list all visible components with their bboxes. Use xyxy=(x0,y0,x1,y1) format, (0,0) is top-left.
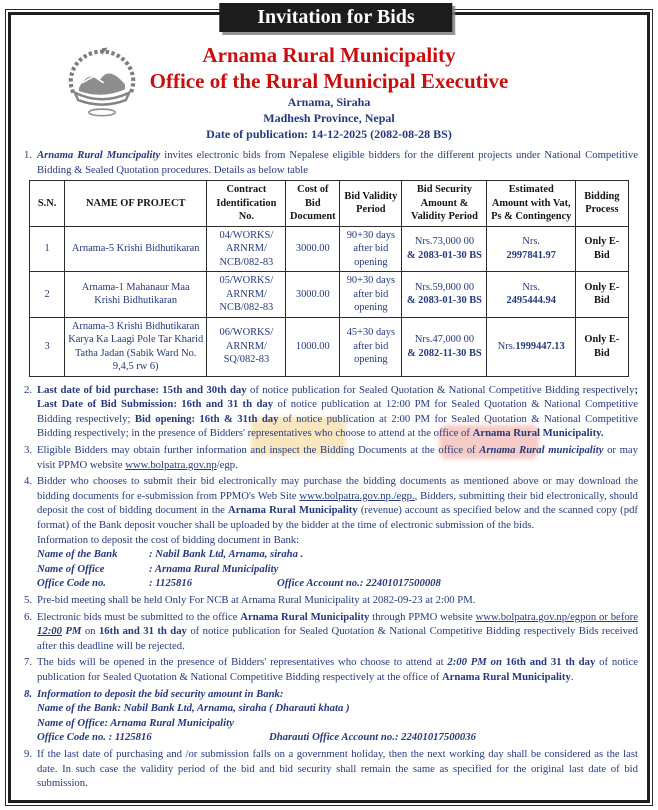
bids-table-body xyxy=(30,226,628,376)
office-name: Office of the Rural Municipal Executive xyxy=(149,69,509,93)
text-segment: Bidder who chooses to submit their bid electronically may purchase the bidding documents as mentioned above or may download the bidding documents for e-submission from PPMO's Web Site xyxy=(37,475,638,502)
text-segment: Arnama Rural municipality xyxy=(479,444,608,457)
notice-list-top xyxy=(20,148,638,177)
text-segment: 04/WORKS/ ARNRM/ NCB/082-83 xyxy=(219,229,274,268)
text-segment: 1 xyxy=(44,243,50,255)
text-segment: Last date of bid purchase: 15th and 30th day xyxy=(37,383,250,396)
text-segment: of notice publication for Sealed Quotation & National Competitive Bidding respectively xyxy=(249,383,635,396)
website-link[interactable]: www.bolpatra.gov.np/egpon or xyxy=(475,610,608,623)
bids-table-header xyxy=(30,181,628,227)
text-segment: Arnama-3 Krishi Bidhutikaran Karya Ka Laagi Pole Tar Kharid Tatha Jadan (Sabik Ward No. 9,4,5 rw 6) xyxy=(68,320,204,373)
text-segment: & 2083-01-30 BS xyxy=(406,249,482,261)
notice-number: 7. xyxy=(24,656,33,669)
table-cell xyxy=(402,317,487,376)
nepal-emblem-logo xyxy=(58,45,146,119)
notice-item-6 xyxy=(20,610,638,654)
table-cell xyxy=(402,226,487,272)
text-segment: /egp. xyxy=(216,458,238,471)
table-header-cell: S.N. xyxy=(30,181,65,227)
text-segment: Arnama Rural Municipality. xyxy=(472,427,604,440)
notice-number: 6. xyxy=(24,610,33,623)
table-header-cell: Cost of Bid Document xyxy=(286,181,340,227)
text-segment: Only E-Bid xyxy=(584,236,620,261)
text-segment: Arnama-5 Krishi Bidhutikaran xyxy=(71,243,200,255)
text-segment: 2495444.94 xyxy=(506,295,556,307)
text-segment: of notice publication at 12:00 PM for Sealed Quotation & National Competitive Bidding respectively; xyxy=(37,398,638,425)
bids-table xyxy=(29,180,628,377)
table-cell xyxy=(30,317,65,376)
bank-detail-field: Name of Office xyxy=(37,562,105,575)
notice-text xyxy=(37,383,638,441)
notice-item-1 xyxy=(20,148,638,177)
province-line: Madhesh Province, Nepal xyxy=(263,111,395,125)
text-segment: 05/WORKS/ ARNRM/ NCB/082-83 xyxy=(219,275,274,314)
text-segment: Nrs.47,000 00 xyxy=(414,334,475,346)
text-segment: 45+30 days after bid opening xyxy=(346,327,395,366)
table-cell xyxy=(576,272,629,318)
text-segment: Pre-bid meeting shall be held Only For NCB at Arnama Rural Municipality at 2082-09-23 at 2:00 PM. xyxy=(37,594,476,606)
bank-detail-field: : Nabil Bank Ltd, Arnama, siraha . xyxy=(149,548,304,561)
document-inner-border xyxy=(8,12,650,803)
table-row xyxy=(30,226,628,272)
table-row xyxy=(30,317,628,376)
table-cell xyxy=(207,226,286,272)
bank-detail-row xyxy=(37,576,638,591)
table-header-cell: Bidding Process xyxy=(576,181,629,227)
text-segment: , Bidders, submitting their bid electronically, should deposit the cost of bidding document in the xyxy=(37,489,638,517)
text-segment: of notice publication at 2:00 PM for Sealed Quotation & National Competitive Bidding respectively; in the presence of Bidders' representatives who choose to attend at the office of xyxy=(37,412,639,440)
bank-detail-row xyxy=(37,547,638,562)
banner-title: Invitation for Bids xyxy=(257,6,415,28)
document-header xyxy=(20,43,638,142)
table-header-cell: Bid Validity Period xyxy=(340,181,402,227)
bank-detail-row xyxy=(37,533,638,548)
text-segment: ; Last Date of Bid Submission: 16th and 31 th day xyxy=(37,383,638,411)
notice-item-2 xyxy=(20,383,638,441)
table-header-cell: Estimated Amount with Vat, Ps & Contingency xyxy=(487,181,576,227)
bank-detail-field: Name of the Bank: Nabil Bank Ltd, Arnama, siraha ( Dharauti khata ) xyxy=(37,702,350,715)
text-segment: 2997841.97 xyxy=(506,249,556,261)
bank-detail-field: Name of the Bank xyxy=(37,548,118,561)
bank-detail-field: : 1125816 xyxy=(149,577,193,590)
notice-text xyxy=(37,443,638,472)
bank-detail-field: Office Code no. : 1125816 xyxy=(37,731,152,744)
text-segment: Eligible Bidders may obtain further information and inspect the Bidding Documents at the office of xyxy=(37,444,480,457)
notice-text xyxy=(37,610,638,654)
table-cell xyxy=(30,272,65,318)
notice-item-7 xyxy=(20,655,638,684)
text-segment: of notice publication for Sealed Quotation & National Competitive Bidding respectively at the office of xyxy=(37,656,638,683)
notice-text xyxy=(37,593,638,608)
text-segment: through PPMO website xyxy=(372,610,476,623)
bank-detail-field: : Arnama Rural Municipality xyxy=(149,562,279,575)
table-cell xyxy=(207,317,286,376)
text-segment: Nrs. xyxy=(522,281,541,293)
text-segment: 3000.00 xyxy=(295,243,330,255)
text-segment: Nrs.59,000 00 xyxy=(414,281,475,293)
notice-text xyxy=(37,747,638,791)
notice-number: 9. xyxy=(24,747,33,760)
text-segment: on xyxy=(84,625,99,638)
text-segment: or may visit PPMO website xyxy=(37,444,638,471)
text-segment: Arnama-1 Mahanaur Maa Krishi Bidhutikaran xyxy=(81,281,190,307)
table-cell xyxy=(286,226,340,272)
text-segment: Arnama Rural Municipality xyxy=(240,610,373,623)
table-header-cell: Contract Identification No. xyxy=(207,181,286,227)
notice-number: 4. xyxy=(24,475,33,488)
text-segment: 3000.00 xyxy=(295,288,330,300)
table-cell xyxy=(286,317,340,376)
notice-text xyxy=(37,655,638,684)
text-segment: Electronic bids must be submitted to the office xyxy=(37,610,241,623)
table-cell xyxy=(64,226,206,272)
text-segment: Nrs. xyxy=(522,236,541,248)
text-segment: 90+30 days after bid opening xyxy=(346,275,395,314)
text-segment: 06/WORKS/ ARNRM/ SQ/082-83 xyxy=(219,327,274,366)
text-segment: 16th and 31 th day xyxy=(98,625,191,638)
notice-text xyxy=(37,474,638,591)
table-cell xyxy=(286,272,340,318)
text-segment: Arnama Rural Muncipality xyxy=(37,149,165,161)
table-header-cell: NAME OF PROJECT xyxy=(64,181,206,227)
table-cell xyxy=(30,226,65,272)
notice-number: 2. xyxy=(24,383,33,396)
text-segment: 2:00 PM on xyxy=(447,656,506,669)
invitation-for-bids-banner xyxy=(219,3,452,32)
address-line: Arnama, Siraha xyxy=(287,95,371,109)
bank-detail-row xyxy=(37,730,638,745)
text-segment: If the last date of purchasing and /or submission falls on a government holiday, then the next working day shall be considered as the last date. In such case the validity period of the bid and bid security shall remain the same as specified for the original last date of bid submission. xyxy=(37,747,638,790)
table-cell xyxy=(64,272,206,318)
table-cell xyxy=(207,272,286,318)
notice-item-5 xyxy=(20,593,638,608)
text-segment: before xyxy=(607,610,638,623)
text-segment: 2 xyxy=(44,288,50,300)
notice-item-4 xyxy=(20,474,638,591)
text-segment: 3 xyxy=(44,340,50,352)
text-segment: Only E-Bid xyxy=(584,281,620,307)
table-cell xyxy=(340,272,402,318)
table-cell xyxy=(576,226,629,272)
text-segment: (revenue) account as specified below and the scanned copy (pdf format) of the Bank deposit voucher shall be uploaded by the bidder at the time of electronic submission of the bids. xyxy=(37,504,638,532)
bank-detail-field: Dharauti Office Account no.: 22401017500036 xyxy=(269,731,476,744)
text-segment: 1999447.13 xyxy=(515,340,565,352)
bank-detail-field: Office Account no.: 22401017500008 xyxy=(277,577,441,590)
notice-number: 1. xyxy=(24,149,33,161)
bank-detail-row xyxy=(37,562,638,577)
notice-number: 5. xyxy=(24,594,33,606)
table-cell xyxy=(402,272,487,318)
table-cell xyxy=(487,226,576,272)
text-segment: invites electronic bids from Nepalese eligible bidders for the different projects under National Competitive Bidding & Sealed Quotation procedures. Details as below table xyxy=(37,149,638,176)
table-cell xyxy=(340,226,402,272)
text-segment: 90+30 days after bid opening xyxy=(346,229,395,268)
text-segment: Bid opening: 16th & 31th day xyxy=(134,412,283,425)
bank-detail-field: Office Code no. xyxy=(37,577,106,590)
text-segment: & 2082-11-30 BS xyxy=(407,347,482,359)
text-segment: PM xyxy=(61,625,85,638)
text-segment: Only E-Bid xyxy=(584,334,620,359)
notice-text xyxy=(37,687,638,745)
bank-detail-field: Name of Office: Arnama Rural Municipality xyxy=(37,716,234,729)
notice-list-bottom xyxy=(20,383,638,791)
text-segment: . xyxy=(570,670,574,683)
text-segment: The bids will be opened in the presence of Bidders' representatives who choose to attend at xyxy=(37,656,448,669)
text-segment: Information to deposit the bid security amount in Bank: xyxy=(37,687,284,700)
table-cell xyxy=(64,317,206,376)
table-header-cell: Bid Security Amount & Validity Period xyxy=(402,181,487,227)
text-segment: 12:00 xyxy=(37,625,62,638)
text-segment: Nrs. xyxy=(497,340,516,352)
table-cell xyxy=(576,317,629,376)
bank-detail-field: Information to deposit the cost of bidding document in Bank: xyxy=(37,533,300,546)
table-row xyxy=(30,272,628,318)
municipality-name: Arnama Rural Municipality xyxy=(202,43,456,67)
table-cell xyxy=(340,317,402,376)
website-link[interactable]: www.bolpatra.gov.np./egp. xyxy=(299,489,415,502)
text-segment: Arnama Rural Municipality xyxy=(441,670,571,683)
notice-item-3 xyxy=(20,443,638,472)
table-cell xyxy=(487,317,576,376)
notice-text xyxy=(37,148,638,177)
text-segment: Nrs.73,000 00 xyxy=(414,236,475,248)
text-segment: & 2083-01-30 BS xyxy=(406,295,482,307)
table-cell xyxy=(487,272,576,318)
text-segment: 1000.00 xyxy=(295,340,330,352)
text-segment: of notice publication for Sealed Quotation & National Competitive Bidding respectively Bids received after this deadline will be rejected. xyxy=(37,625,639,652)
bank-detail-row xyxy=(37,716,638,731)
notice-item-9 xyxy=(20,747,638,791)
bank-detail-row xyxy=(37,701,638,716)
notice-number: 3. xyxy=(24,444,33,457)
website-link[interactable]: www.bolpatra.gov.np xyxy=(125,458,217,471)
notice-number: 8. xyxy=(24,687,33,700)
text-segment: 16th and 31 th day xyxy=(505,656,600,669)
notice-item-8 xyxy=(20,687,638,745)
document-outer-border xyxy=(5,9,653,806)
publication-date: Date of publication: 14-12-2025 (2082-08-28 BS) xyxy=(206,127,452,141)
text-segment: Arnama Rural Municipality xyxy=(228,504,361,517)
